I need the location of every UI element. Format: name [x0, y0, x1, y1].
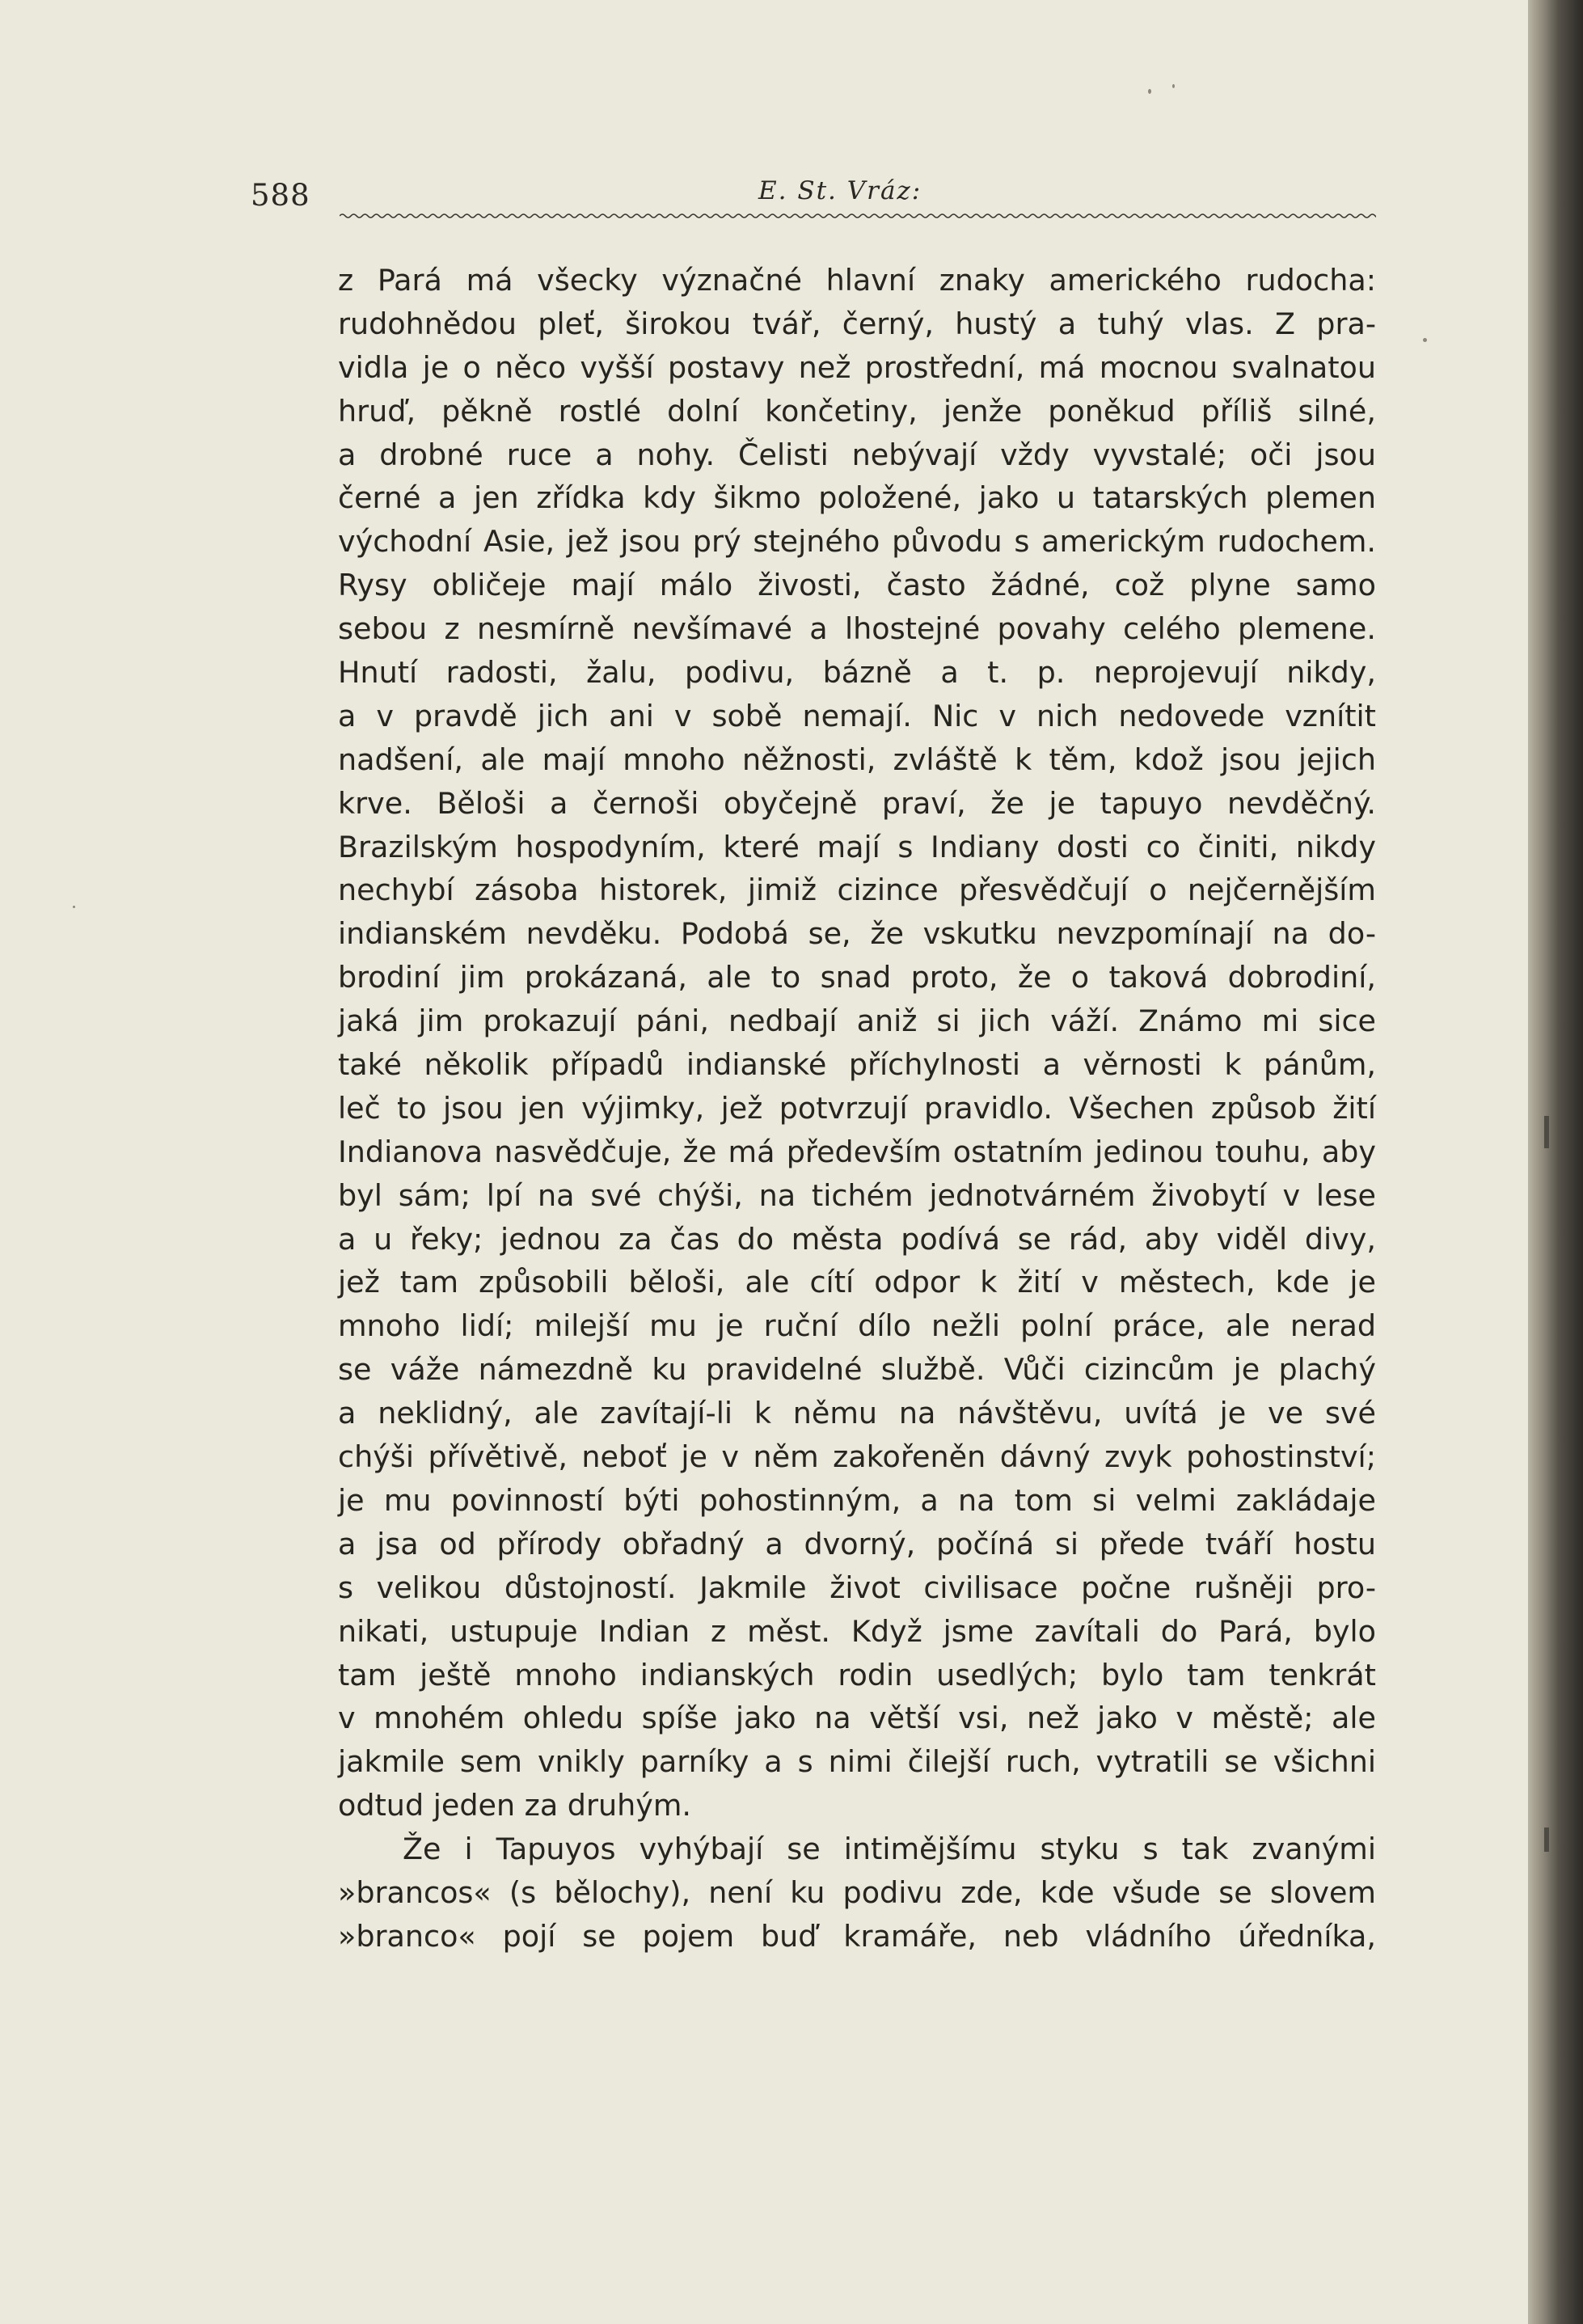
running-header-author: E. St. Vráz: — [758, 176, 922, 205]
text-line: s velikou důstojností. Jakmile život civilisace počne rušněji pro- — [338, 1570, 1376, 1605]
text-line: jež tam způsobili běloši, ale cítí odpor k žití v městech, kde je — [338, 1265, 1376, 1300]
text-line: východní Asie, jež jsou prý stejného původu s americkým rudochem. — [338, 524, 1376, 560]
paper-speck — [1172, 84, 1175, 88]
text-line: tam ještě mnoho indianských rodin usedlých; bylo tam tenkrát — [338, 1657, 1376, 1692]
text-line: brodiní jim prokázaná, ale to snad proto, že o taková dobrodiní, — [338, 960, 1376, 995]
text-line: »brancos« (s bělochy), není ku podivu zde, kde všude se slovem — [338, 1874, 1376, 1910]
book-edge — [1528, 0, 1583, 2324]
text-line: odtud jeden za druhým. — [338, 1788, 692, 1823]
edge-mark — [1544, 1116, 1549, 1148]
text-line: a neklidný, ale zavítají-li k němu na návštěvu, uvítá je ve své — [338, 1396, 1376, 1431]
text-line: mnoho lidí; milejší mu je ruční dílo nežli polní práce, ale nerad — [338, 1308, 1376, 1344]
text-line: hruď, pěkně rostlé dolní končetiny, jenže poněkud příliš silné, — [338, 393, 1376, 429]
text-line: a u řeky; jednou za čas do města podívá se rád, aby viděl divy, — [338, 1221, 1376, 1257]
text-line: byl sám; lpí na své chýši, na tichém jednotvárném živobytí v lese — [338, 1177, 1376, 1213]
text-line: Že i Tapuyos vyhýbají se intimějšímu styku s tak zvanými — [403, 1832, 1376, 1867]
body-text — [338, 259, 1376, 1958]
text-line: černé a jen zřídka kdy šikmo položené, jako u tatarských plemen — [338, 480, 1376, 516]
text-line: a drobné ruce a nohy. Čelisti nebývají vždy vyvstalé; oči jsou — [338, 437, 1376, 472]
text-line: »branco« pojí se pojem buď kramáře, neb vládního úředníka, — [338, 1918, 1376, 1954]
text-line: jaká jim prokazují páni, nedbají aniž si jich váží. Známo mi sice — [338, 1004, 1376, 1039]
text-line: chýši přívětivě, neboť je v něm zakořeněn dávný zvyk pohostinství; — [338, 1439, 1376, 1475]
text-line: Rysy obličeje mají málo živosti, často žádné, což plyne samo — [338, 568, 1376, 603]
text-line: nechybí zásoba historek, jimiž cizince přesvědčují o nejčernějším — [338, 873, 1376, 908]
paper-speck — [1148, 89, 1151, 94]
running-head — [251, 170, 1374, 218]
text-line: a jsa od přírody obřadný a dvorný, počíná si přede tváří hostu — [338, 1526, 1376, 1561]
text-line: jakmile sem vnikly parníky a s nimi čilejší ruch, vytratili se všichni — [338, 1744, 1376, 1780]
text-line: Brazilským hospodyním, které mají s Indiany dosti co činiti, nikdy — [338, 829, 1376, 864]
text-line: nikati, ustupuje Indian z měst. Když jsme zavítali do Pará, bylo — [338, 1613, 1376, 1649]
text-line: Indianova nasvědčuje, že má především ostatním jedinou touhu, aby — [338, 1134, 1376, 1169]
paragraph-2 — [338, 1828, 1376, 1958]
text-line: rudohnědou pleť, širokou tvář, černý, hustý a tuhý vlas. Z pra- — [338, 306, 1376, 341]
text-line: je mu povinností býti pohostinným, a na tom si velmi zakládaje — [338, 1482, 1376, 1518]
page-number: 588 — [251, 178, 310, 213]
text-line: vidla je o něco vyšší postavy než prostřední, má mocnou svalnatou — [338, 349, 1376, 385]
text-line: v mnohém ohledu spíše jako na větší vsi, než jako v městě; ale — [338, 1701, 1376, 1736]
text-line: indianském nevděku. Podobá se, že vskutku nevzpomínají na do- — [338, 916, 1376, 952]
edge-mark — [1544, 1828, 1549, 1852]
text-line: a v pravdě jich ani v sobě nemají. Nic v nich nedovede vznítit — [338, 698, 1376, 733]
text-line: také několik případů indianské příchylnosti a věrnosti k pánům, — [338, 1047, 1376, 1083]
text-line: z Pará má všecky význačné hlavní znaky amerického rudocha: — [338, 263, 1376, 298]
text-line: leč to jsou jen výjimky, jež potvrzují pravidlo. Všechen způsob žití — [338, 1090, 1376, 1126]
paper-speck — [73, 906, 75, 908]
text-line: nadšení, ale mají mnoho něžnosti, zvláště k těm, kdož jsou jejich — [338, 742, 1376, 777]
text-line: sebou z nesmírně nevšímavé a lhostejné povahy celého plemene. — [338, 611, 1376, 647]
text-line: Hnutí radosti, žalu, podivu, bázně a t. p. neprojevují nikdy, — [338, 655, 1376, 691]
paper-speck — [1423, 338, 1427, 342]
text-line: krve. Běloši a černoši obyčejně praví, že je tapuyo nevděčný. — [338, 785, 1376, 821]
text-line: se váže námezdně ku pravidelné službě. Vůči cizincům je plachý — [338, 1352, 1376, 1388]
paragraph-1 — [338, 259, 1376, 1828]
header-wavy-rule — [340, 212, 1376, 220]
